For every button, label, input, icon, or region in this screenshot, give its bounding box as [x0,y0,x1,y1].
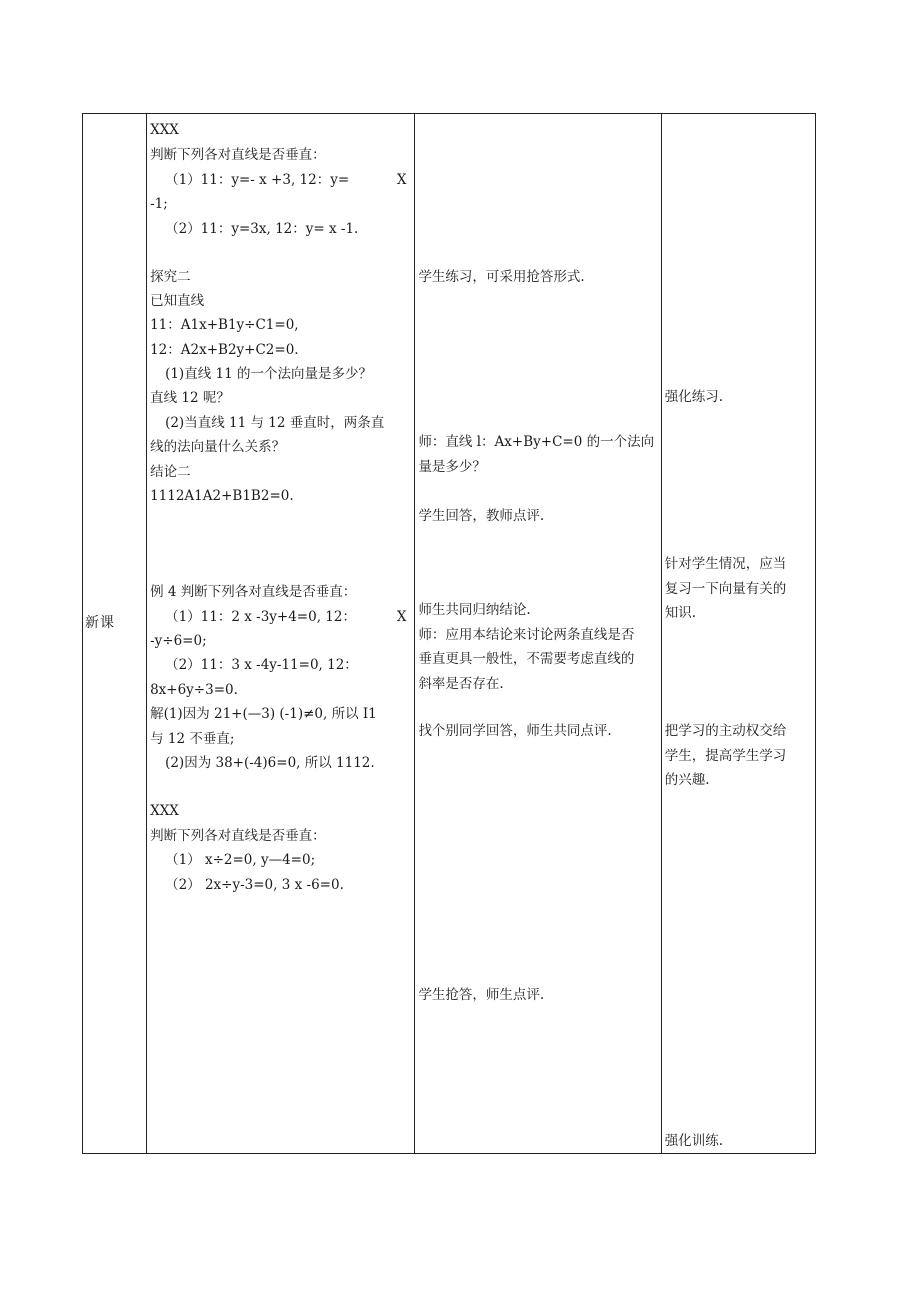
explore2-q1: (1)直线 11 的一个法向量是多少？ [165,366,372,382]
example4-item1-x: X [396,609,407,625]
example4-solution2: (2)因为 38+(-4)6=0, 所以 1112. [165,755,375,771]
explore2-eq1: 11：A1x+B1y÷C1=0, [150,317,299,333]
explore2-q1-cont: 直线 12 呢？ [150,390,230,406]
intent-4: 强化训练. [664,1133,724,1149]
intent-2: 针对学生情况，应当 [664,556,787,572]
practice1-item2: （2）11：y=3x, 12：y= x -1. [165,221,359,237]
intent-1: 强化练习. [664,389,724,405]
example4-item1-cont: -y÷6=0; [150,633,207,649]
stage-label: 新课 [85,615,115,631]
conclusion2-formula: 1112A1A2+B1B2=0. [150,488,294,504]
explore2-line1: 已知直线 [150,293,205,309]
example4-solution1: 解(1)因为 21+(—3) (-1)≠0, 所以 I1 [150,706,377,722]
example4-item2: （2）11：3 x -4y-11=0, 12： [165,657,358,673]
activity-3: 学生回答，教师点评. [418,508,545,524]
example4-prompt: 例 4 判断下列各对直线是否垂直： [150,584,357,600]
activity-1: 学生练习，可采用抢答形式. [418,269,585,285]
explore2-q2-cont: 线的法向量什么关系？ [150,439,286,455]
intent-3-cont2: 的兴趣. [664,772,710,788]
explore2-eq2: 12：A2x+B2y+C2=0. [150,342,299,358]
practice1-item1-x: X [396,172,407,188]
intent-2-cont2: 知识. [664,605,697,621]
activity-6: 找个别同学回答，师生共同点评. [418,723,612,739]
activity-5-cont1: 垂直更具一般性，不需要考虑直线的 [418,651,635,667]
practice1-item1: （1）11：y=- x +3, 12：y= [165,172,350,188]
intent-cell [661,114,815,1154]
practice2-tag: XXX [150,803,179,819]
activity-2: 师：直线 l：Ax+By+C=0 的一个法向 [418,434,655,450]
lesson-plan-table [82,113,816,1154]
intent-3-cont1: 学生，提高学生学习 [664,748,787,764]
explore2-q2: (2)当直线 11 与 12 垂直时，两条直 [165,415,385,431]
explore2-title: 探究二 [150,269,191,285]
practice1-item1-cont: -1; [150,196,168,212]
example4-item1: （1）11：2 x -3y+4=0, 12： [165,609,356,625]
activity-2-cont: 量是多少？ [418,459,486,475]
activity-cell [415,114,661,1154]
content-cell [147,114,415,1154]
stage-cell [83,114,147,1154]
practice2-item2: （2） 2x÷y-3=0, 3 x -6=0. [165,877,344,893]
activity-5: 师：应用本结论来讨论两条直线是否 [418,627,635,643]
intent-2-cont1: 复习一下向量有关的 [664,581,787,597]
conclusion2-title: 结论二 [150,464,191,480]
practice2-item1: （1） x÷2=0, y—4=0; [165,852,316,868]
activity-4: 师生共同归纳结论. [418,602,531,618]
example4-item2-cont: 8x+6y÷3=0. [150,682,238,698]
example4-solution1-cont: 与 12 不垂直; [150,731,235,747]
practice2-prompt: 判断下列各对直线是否垂直： [150,828,326,844]
practice1-tag: XXX [150,122,179,138]
practice1-prompt: 判断下列各对直线是否垂直： [150,147,326,163]
activity-5-cont2: 斜率是否存在. [418,676,504,692]
intent-3: 把学习的主动权交给 [664,723,787,739]
activity-7: 学生抢答，师生点评. [418,987,545,1003]
